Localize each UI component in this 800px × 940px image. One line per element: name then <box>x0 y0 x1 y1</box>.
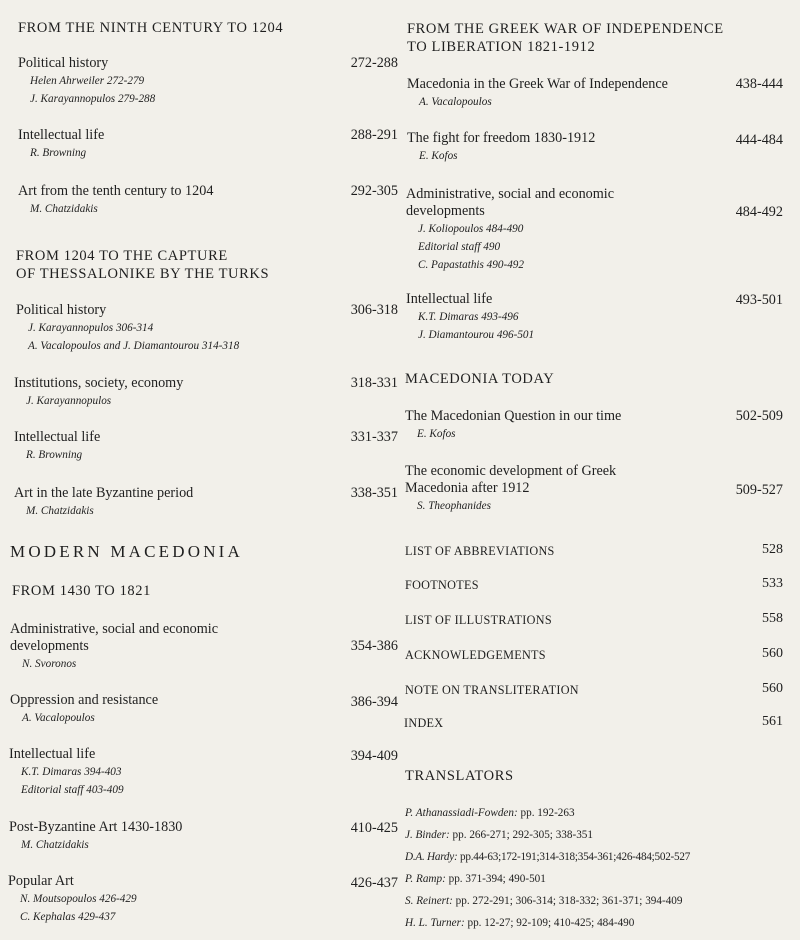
entry-author: R. Browning <box>26 449 83 461</box>
toc-entry[interactable] <box>407 130 783 165</box>
entry-pages: 318-331 <box>350 375 398 391</box>
entry-pages: 558 <box>762 611 783 626</box>
entry-title: Popular Art <box>8 873 74 889</box>
part-heading: MODERN MACEDONIA <box>10 542 244 561</box>
translator-line <box>405 916 783 938</box>
entry-title: Institutions, society, economy <box>14 375 184 391</box>
toc-entry[interactable] <box>406 291 783 344</box>
entry-title: INDEX <box>404 716 444 730</box>
entry-author: S. Theophanides <box>417 500 491 512</box>
entry-pages: 386-394 <box>350 694 398 710</box>
section-heading <box>407 20 783 56</box>
section-heading-line: OF THESSALONIKE BY THE TURKS <box>16 266 270 282</box>
entry-title: LIST OF ILLUSTRATIONS <box>405 613 552 627</box>
entry-author: J. Karayannopulos 306-314 <box>28 322 154 334</box>
entry-title: The economic development of Greek <box>405 463 617 479</box>
entry-title: Political history <box>16 302 107 318</box>
section-heading-line: TO LIBERATION 1821-1912 <box>407 39 596 55</box>
toc-entry[interactable] <box>8 873 398 926</box>
entry-title: Intellectual life <box>14 429 101 445</box>
toc-entry[interactable] <box>18 127 398 162</box>
entry-author: M. Chatzidakis <box>26 505 94 517</box>
entry-pages: 528 <box>762 542 783 557</box>
toc-entry[interactable] <box>14 485 398 520</box>
translator-name: S. Reinert: <box>405 895 453 907</box>
entry-title: Art from the tenth century to 1204 <box>18 183 214 199</box>
toc-entry[interactable] <box>10 621 398 673</box>
entry-author: M. Chatzidakis <box>30 203 98 215</box>
entry-author: J. Diamantourou 496-501 <box>418 329 535 341</box>
translator-name: H. L. Turner: <box>405 917 465 929</box>
entry-pages: 338-351 <box>350 485 398 501</box>
entry-author: Editorial staff 403-409 <box>21 784 124 796</box>
translator-line <box>405 894 783 916</box>
entry-author: J. Karayannopulos <box>26 395 112 407</box>
entry-author: J. Karayannopulos 279-288 <box>30 93 156 105</box>
entry-pages: 354-386 <box>350 638 398 654</box>
translator-pages: pp. 272-291; 306-314; 318-332; 361-371; 394-409 <box>455 895 683 907</box>
entry-title: developments <box>10 638 89 654</box>
toc-entry[interactable] <box>9 746 398 799</box>
entry-title: Administrative, social and economic <box>406 186 615 202</box>
translators-list <box>405 806 783 938</box>
entry-author: Helen Ahrweiler 272-279 <box>30 75 145 87</box>
entry-pages: 493-501 <box>735 292 783 308</box>
entry-author: A. Vacalopoulos <box>419 96 492 108</box>
section-heading-line: FROM THE GREEK WAR OF INDEPENDENCE <box>407 21 724 37</box>
entry-title: Macedonia in the Greek War of Independence <box>407 76 668 92</box>
section-heading: FROM 1430 TO 1821 <box>12 583 151 599</box>
entry-pages: 509-527 <box>735 482 783 498</box>
entry-pages: 292-305 <box>350 183 398 199</box>
entry-title: Intellectual life <box>9 746 96 762</box>
toc-entry[interactable] <box>407 76 783 111</box>
entry-author: N. Moutsopoulos 426-429 <box>20 893 137 905</box>
toc-entry[interactable] <box>14 429 398 464</box>
entry-author: C. Papastathis 490-492 <box>418 259 524 271</box>
entry-pages: 272-288 <box>350 55 398 71</box>
toc-entry[interactable] <box>18 55 398 108</box>
entry-pages: 560 <box>762 646 783 661</box>
toc-entry[interactable] <box>405 408 783 443</box>
entry-author: Editorial staff 490 <box>418 241 501 253</box>
translator-line <box>405 872 783 894</box>
entry-author: K.T. Dimaras 394-403 <box>21 766 122 778</box>
entry-pages: 306-318 <box>350 302 398 318</box>
translator-name: J. Binder: <box>405 829 450 841</box>
entry-title: The fight for freedom 1830-1912 <box>407 130 596 146</box>
toc-entry-acknowledgements[interactable] <box>405 646 783 664</box>
toc-entry-footnotes[interactable] <box>405 576 783 594</box>
translator-pages: pp. 266-271; 292-305; 338-351 <box>452 829 593 841</box>
toc-entry-abbreviations[interactable] <box>405 542 783 560</box>
entry-title: Political history <box>18 55 109 71</box>
entry-title: developments <box>406 203 485 219</box>
section-heading <box>16 247 398 283</box>
entry-author: A. Vacalopoulos <box>22 712 95 724</box>
entry-pages: 484-492 <box>735 204 783 220</box>
toc-entry[interactable] <box>18 183 398 218</box>
entry-pages: 438-444 <box>735 76 783 92</box>
section-heading-line: FROM 1204 TO THE CAPTURE <box>16 248 228 264</box>
entry-pages: 394-409 <box>350 748 398 764</box>
translator-pages: pp. 371-394; 490-501 <box>448 873 546 885</box>
translator-name: P. Athanassiadi-Fowden: <box>405 807 518 819</box>
entry-title: Administrative, social and economic <box>10 621 219 637</box>
translator-pages: pp.44-63;172-191;314-318;354-361;426-484;502-527 <box>460 851 691 863</box>
entry-pages: 502-509 <box>735 408 783 424</box>
entry-author: E. Kofos <box>419 150 458 162</box>
translator-name: D.A. Hardy: <box>405 851 458 863</box>
toc-entry-transliteration[interactable] <box>405 681 783 699</box>
entry-pages: 560 <box>762 681 783 696</box>
entry-author: R. Browning <box>30 147 87 159</box>
toc-entry[interactable] <box>16 302 398 355</box>
entry-pages: 288-291 <box>350 127 398 143</box>
section-heading: FROM THE NINTH CENTURY TO 1204 <box>18 20 284 36</box>
entry-author: A. Vacalopoulos and J. Diamantourou 314-318 <box>28 340 240 352</box>
translator-pages: pp. 12-27; 92-109; 410-425; 484-490 <box>467 917 635 929</box>
entry-title: ACKNOWLEDGEMENTS <box>405 648 546 662</box>
translator-line <box>405 850 783 872</box>
toc-entry[interactable] <box>406 186 783 274</box>
entry-title: NOTE ON TRANSLITERATION <box>405 683 579 697</box>
entry-title: Art in the late Byzantine period <box>14 485 194 501</box>
translator-name: P. Ramp: <box>405 873 446 885</box>
toc-entry[interactable] <box>14 375 398 410</box>
translator-line <box>405 828 783 850</box>
entry-title: Post-Byzantine Art 1430-1830 <box>9 819 183 835</box>
entry-pages: 444-484 <box>735 132 783 148</box>
toc-entry[interactable] <box>10 692 398 727</box>
translator-pages: pp. 192-263 <box>520 807 575 819</box>
entry-title: Intellectual life <box>18 127 105 143</box>
entry-author: K.T. Dimaras 493-496 <box>418 311 519 323</box>
entry-title: Intellectual life <box>406 291 493 307</box>
toc-entry[interactable] <box>9 819 398 854</box>
entry-author: C. Kephalas 429-437 <box>20 911 116 923</box>
entry-author: M. Chatzidakis <box>21 839 89 851</box>
entry-title: LIST OF ABBREVIATIONS <box>405 544 555 558</box>
toc-entry-index[interactable] <box>404 714 783 732</box>
entry-title: Macedonia after 1912 <box>405 480 530 496</box>
toc-entry-illustrations[interactable] <box>405 611 783 629</box>
entry-author: E. Kofos <box>417 428 456 440</box>
entry-title: FOOTNOTES <box>405 578 479 592</box>
entry-title: The Macedonian Question in our time <box>405 408 622 424</box>
entry-title: Oppression and resistance <box>10 692 159 708</box>
entry-pages: 331-337 <box>350 429 398 445</box>
entry-author: J. Koliopoulos 484-490 <box>418 223 524 235</box>
entry-pages: 533 <box>762 576 783 591</box>
translators-heading: TRANSLATORS <box>405 768 514 784</box>
entry-pages: 561 <box>762 714 783 729</box>
entry-pages: 410-425 <box>350 820 398 836</box>
translator-line <box>405 806 783 828</box>
entry-pages: 426-437 <box>350 875 398 891</box>
section-heading: MACEDONIA TODAY <box>405 371 555 387</box>
toc-entry[interactable] <box>405 463 783 515</box>
entry-author: N. Svoronos <box>22 658 77 670</box>
